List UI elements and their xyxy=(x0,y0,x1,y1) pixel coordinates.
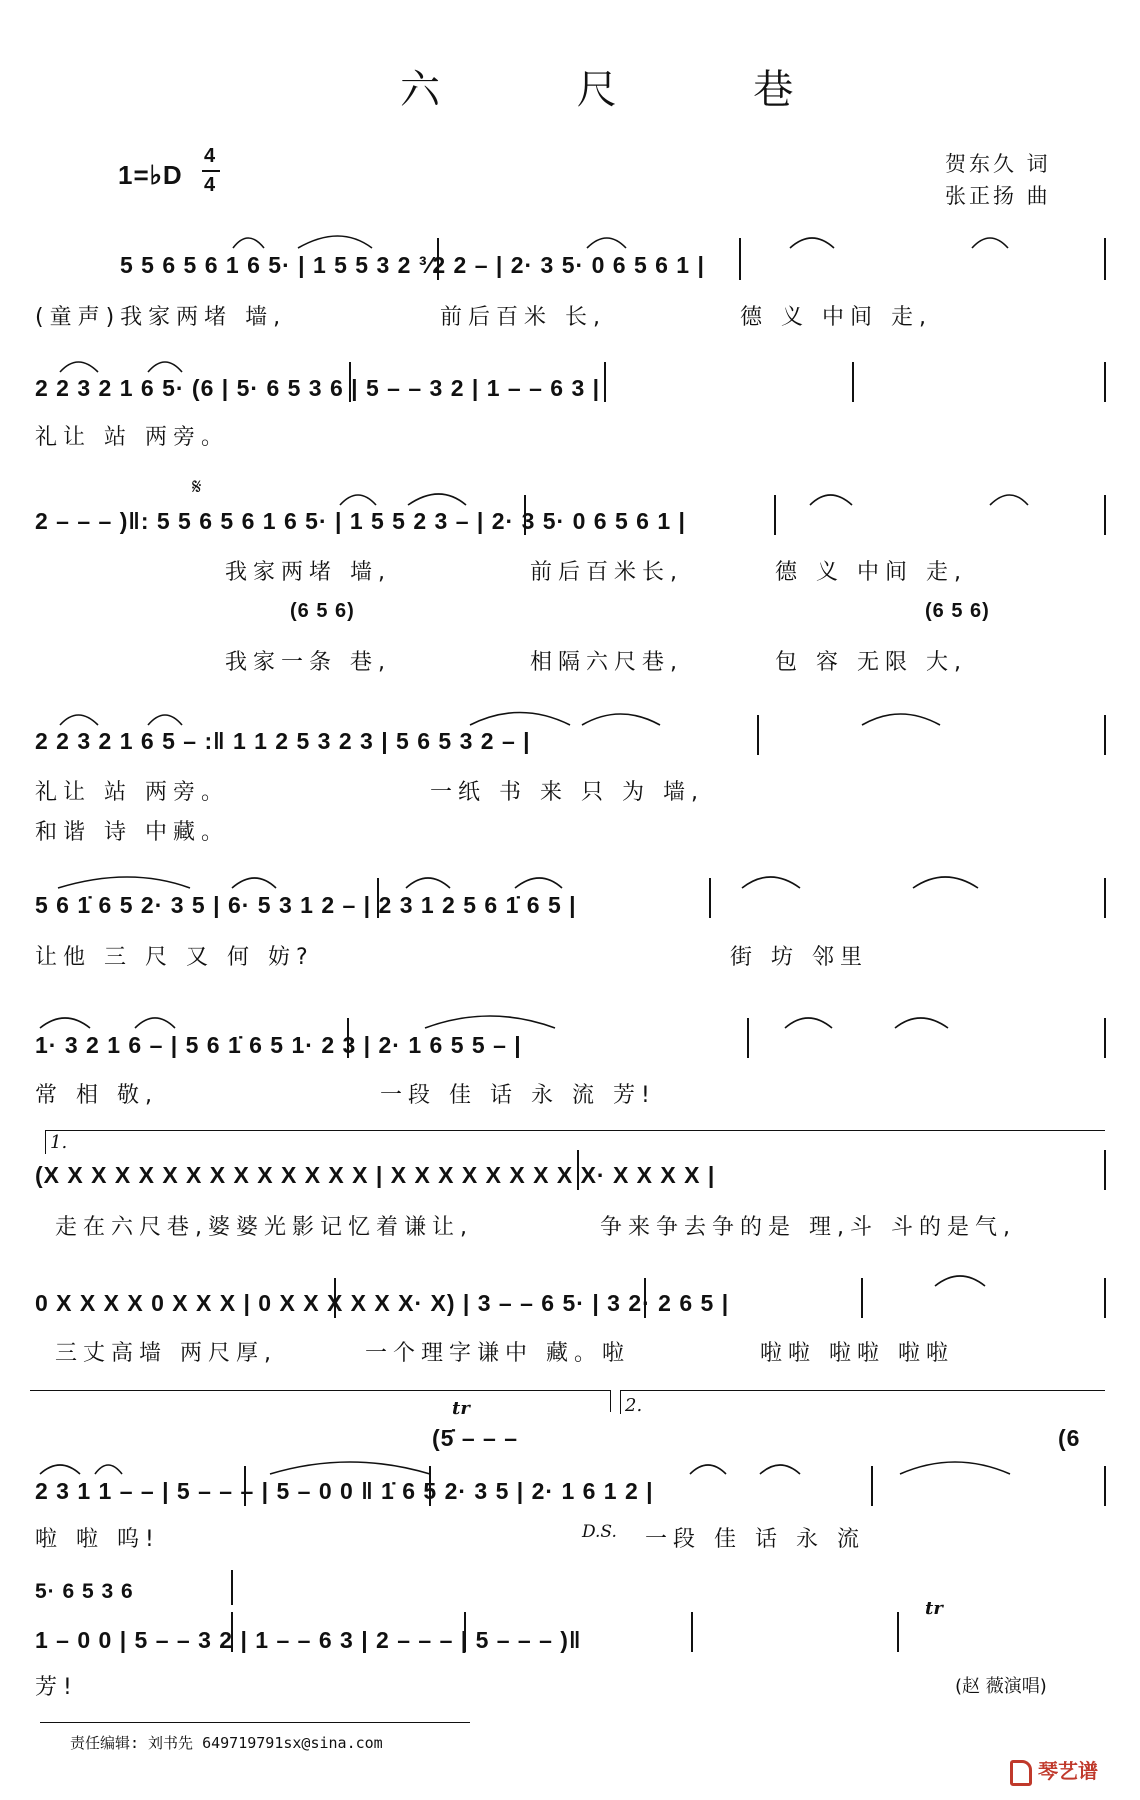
volta-2-hook xyxy=(620,1390,621,1414)
system-4-lyrics2: 和谐 诗 中藏。 xyxy=(35,820,229,845)
segno-sign: 𝄋 xyxy=(192,475,202,500)
system-5-notes: 5 6 1̇ 6 5 2· 3 5 | 6· 5 3 1 2 – | 2 3 1 2 5 6 1̇ 6 5 | xyxy=(35,892,577,918)
system-10-notes: 1 – 0 0 | 5 – – 3 2 | 1 – – 6 3 | 2 – – – | 5 – – – )‖ xyxy=(35,1627,582,1653)
system-9-upper-right-notes: (6 xyxy=(1058,1425,1081,1451)
trill-mark-1: tr xyxy=(452,1398,470,1419)
system-3-lyrics2-a: 我家一条 巷, xyxy=(225,650,391,675)
site-logo xyxy=(1010,1755,1098,1786)
slur xyxy=(60,362,98,372)
system-3-lyrics-b: 前后百米长, xyxy=(530,560,683,585)
time-signature-divider xyxy=(202,170,220,172)
slur xyxy=(515,878,562,888)
system-1-lyrics-c: 德 义 中间 走, xyxy=(740,305,932,330)
system-9-lyrics-b: 一段 佳 话 永 流 xyxy=(645,1527,865,1552)
system-3-notes: 2 – – – )‖: 5 5 6 5 6 1 6 5· | 1 5 5 2 3 – | 2· 3 5· 0 6 5 6 1 | xyxy=(35,508,686,534)
volta-2-label: 2. xyxy=(625,1395,643,1416)
volta-1-end-hook xyxy=(610,1390,611,1412)
system-3-lyrics-c: 德 义 中间 走, xyxy=(775,560,967,585)
system-9-lyrics-a: 啦 啦 呜! xyxy=(35,1527,160,1552)
system-8-lyrics-b: 一个理字谦中 藏。啦 xyxy=(365,1341,630,1366)
slur xyxy=(298,236,372,248)
system-3-lyrics2-b: 相隔六尺巷, xyxy=(530,650,683,675)
slur xyxy=(742,877,800,888)
system-4-lyrics-b: 一纸 书 来 只 为 墙, xyxy=(430,780,704,805)
slur xyxy=(760,1465,800,1474)
system-10-upper-notes: 5· 6 5 3 6 xyxy=(35,1580,134,1603)
system-6-lyrics-a: 常 相 敬, xyxy=(35,1083,158,1108)
composer-credit: 张正扬 曲 xyxy=(945,184,1051,208)
volta-2-bracket xyxy=(620,1390,1105,1391)
slur xyxy=(340,495,376,505)
slur xyxy=(135,1018,175,1028)
slur xyxy=(587,238,626,248)
slur xyxy=(148,715,182,725)
slur xyxy=(690,1465,726,1474)
time-signature-bottom: 4 xyxy=(204,174,217,196)
slur xyxy=(232,878,276,888)
slur xyxy=(40,1018,90,1028)
logo-text: 琴艺谱 xyxy=(1038,1759,1098,1783)
system-5-lyrics-a: 让他 三 尺 又 何 妨? xyxy=(35,945,314,970)
slur xyxy=(913,877,978,888)
singer-credit: (赵 薇演唱) xyxy=(955,1676,1047,1697)
slur xyxy=(425,1016,555,1028)
slur xyxy=(58,877,190,888)
system-3-alt-notes-a: (6 5 6) xyxy=(290,600,355,622)
footer-rule xyxy=(40,1722,470,1723)
slur xyxy=(470,713,570,726)
system-7-lyrics-a: 走在六尺巷,婆婆光影记忆着谦让, xyxy=(55,1215,473,1240)
system-8-lyrics-a: 三丈高墙 两尺厚, xyxy=(55,1341,277,1366)
system-2-notes: 2 2 3 2 1 6 5· (6 | 5· 6 5 3 6 | 5 – – 3 2 | 1 – – 6 3 | xyxy=(35,375,601,401)
system-1-lyrics-a: (童声)我家两堵 墙, xyxy=(35,305,287,330)
system-3-alt-notes-b: (6 5 6) xyxy=(925,600,990,622)
system-7-notes: (X X X X X X X X X X X X X X | X X X X X X X X X· X X X X | xyxy=(35,1162,716,1188)
system-6-lyrics-b: 一段 佳 话 永 流 芳! xyxy=(380,1083,656,1108)
time-signature-top: 4 xyxy=(204,145,217,167)
slur xyxy=(810,495,852,505)
system-10-lyrics: 芳! xyxy=(35,1675,78,1700)
system-5-lyrics-b: 街 坊 邻里 xyxy=(730,945,868,970)
slur xyxy=(972,238,1008,248)
system-7-lyrics-b: 争来争去争的是 理,斗 斗的是气, xyxy=(600,1215,1016,1240)
slur xyxy=(900,1462,1010,1474)
slur xyxy=(40,1465,80,1474)
trill-mark-2: tr xyxy=(925,1598,943,1619)
volta-1-bracket xyxy=(45,1130,1105,1131)
slur xyxy=(60,715,98,725)
volta-1-hook xyxy=(45,1130,46,1154)
system-1-notes: 5 5 6 5 6 1 6 5· | 1 5 5 3 2 ³⁄2 2 – | 2· 3 5· 0 6 5 6 1 | xyxy=(120,252,705,278)
key-signature: 1=♭D xyxy=(118,160,183,190)
volta-1-end-bracket xyxy=(30,1390,610,1391)
slur xyxy=(990,495,1028,505)
system-2-lyrics: 礼让 站 两旁。 xyxy=(35,425,229,450)
slur xyxy=(895,1018,948,1028)
system-4-lyrics-a: 礼让 站 两旁。 xyxy=(35,780,229,805)
system-4-notes: 2 2 3 2 1 6 5 – :‖ 1 1 2 5 3 2 3 | 5 6 5 3 2 – | xyxy=(35,728,531,754)
slur xyxy=(862,714,940,725)
system-8-lyrics-c: 啦啦 啦啦 啦啦 xyxy=(760,1341,954,1366)
lyricist-credit: 贺东久 词 xyxy=(945,152,1051,176)
slur xyxy=(406,878,450,888)
system-9-upper-notes: (5̇ – – – xyxy=(432,1425,518,1451)
slur xyxy=(95,1465,122,1474)
slur xyxy=(790,238,834,248)
slur xyxy=(785,1018,832,1028)
slur xyxy=(233,238,264,248)
system-3-lyrics2-c: 包 容 无限 大, xyxy=(775,650,967,675)
system-1-lyrics-b: 前后百米 长, xyxy=(440,305,606,330)
slur xyxy=(935,1276,985,1286)
volta-1-label: 1. xyxy=(50,1132,68,1153)
logo-icon xyxy=(1010,1760,1032,1786)
system-3-lyrics-a: 我家两堵 墙, xyxy=(225,560,391,585)
ds-marker: D.S. xyxy=(582,1522,617,1542)
slur xyxy=(148,362,182,372)
system-9-notes: 2 3 1 1 – – | 5 – – – | 5 – 0 0 ‖ 1̇ 6 5 2· 3 5 | 2· 1 6 1 2 | xyxy=(35,1478,654,1504)
slur xyxy=(408,494,466,505)
system-8-notes: 0 X X X X 0 X X X | 0 X X X X X X· X) | 3 – – 6 5· | 3 2· 2 6 5 | xyxy=(35,1290,730,1316)
slur xyxy=(582,714,660,725)
page-title: 六 尺 巷 xyxy=(400,67,856,113)
slur xyxy=(270,1462,430,1474)
footer-editor: 责任编辑: 刘书先 649719791sx@sina.com xyxy=(70,1734,383,1752)
system-6-notes: 1· 3 2 1 6 – | 5 6 1̇ 6 5 1· 2 3 | 2· 1 6 5 5 – | xyxy=(35,1032,522,1058)
